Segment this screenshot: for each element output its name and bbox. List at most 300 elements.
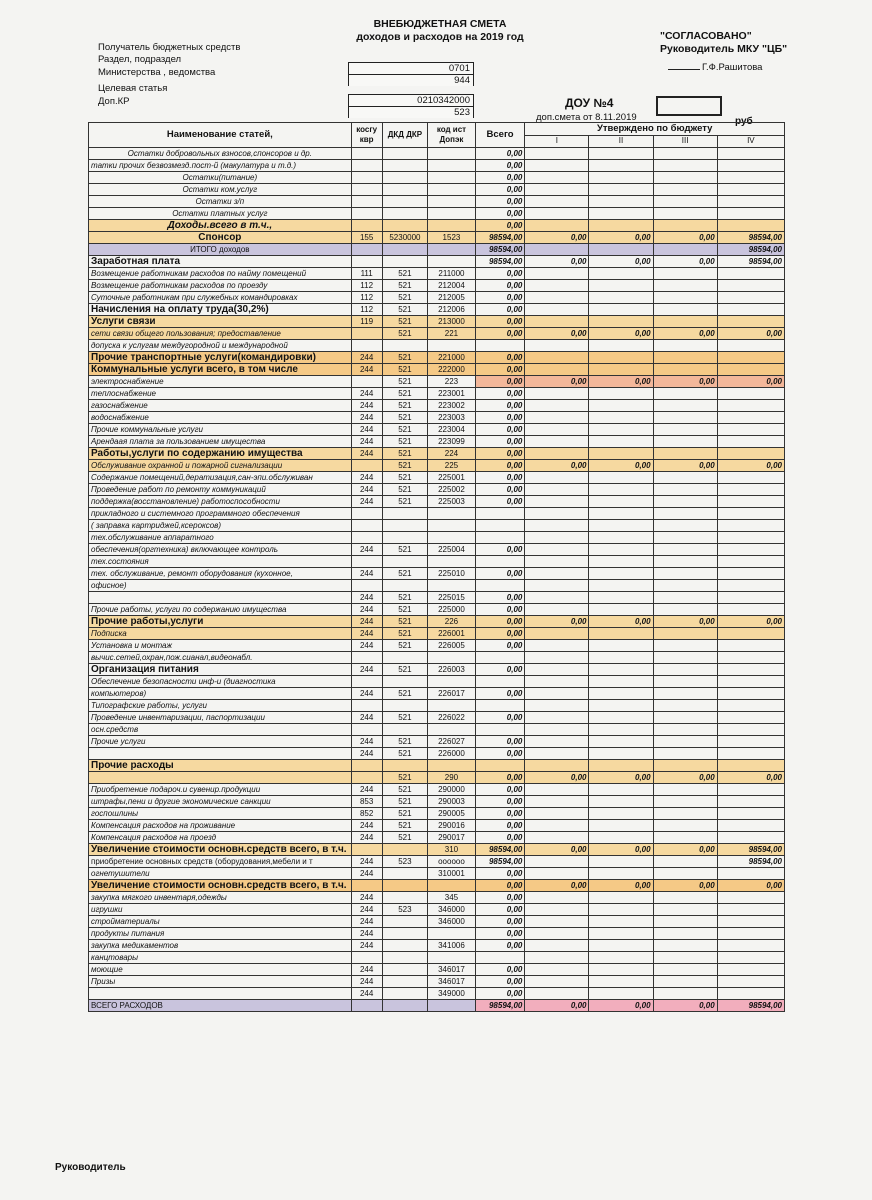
- cell-kosgu: 244: [351, 436, 382, 448]
- cell-kosgu: 244: [351, 736, 382, 748]
- cell-kod: 290000: [428, 784, 476, 796]
- cell-kosgu: 244: [351, 412, 382, 424]
- cell-q4: [717, 160, 784, 172]
- row-name: Увеличение стоимости основн.средств всего, в т.ч.: [89, 844, 352, 856]
- cell-q1: [525, 676, 589, 688]
- cell-q1: [525, 916, 589, 928]
- cell-q1: [525, 748, 589, 760]
- row-name: поддержка(восстановление) работоспособности: [89, 496, 352, 508]
- cell-kosgu: 244: [351, 916, 382, 928]
- cell-total: 0,00: [475, 616, 525, 628]
- cell-kod: 226000: [428, 748, 476, 760]
- cell-q3: [653, 544, 717, 556]
- cell-kosgu: [351, 520, 382, 532]
- cell-q2: [589, 448, 653, 460]
- cell-q4: [717, 712, 784, 724]
- cell-dkd: 521: [382, 280, 428, 292]
- cell-q3: [653, 388, 717, 400]
- cell-q4: 0,00: [717, 460, 784, 472]
- cell-q3: [653, 796, 717, 808]
- cell-total: 0,00: [475, 640, 525, 652]
- cell-kod: 349000: [428, 988, 476, 1000]
- cell-total: 0,00: [475, 940, 525, 952]
- cell-q2: 0,00: [589, 376, 653, 388]
- cell-total: 0,00: [475, 976, 525, 988]
- cell-kod: 341006: [428, 940, 476, 952]
- cell-kosgu: [351, 772, 382, 784]
- row-name: Подписка: [89, 628, 352, 640]
- cell-q2: [589, 352, 653, 364]
- cell-kod: [428, 676, 476, 688]
- cell-total: 0,00: [475, 268, 525, 280]
- cell-dkd: [382, 964, 428, 976]
- cell-kosgu: 244: [351, 664, 382, 676]
- table-row: [89, 604, 785, 616]
- cell-q1: [525, 184, 589, 196]
- table-row: [89, 232, 785, 244]
- row-name: Проведение инвентаризации, паспортизации: [89, 712, 352, 724]
- cell-dkd: [382, 508, 428, 520]
- cell-q1: [525, 628, 589, 640]
- cell-dkd: [382, 172, 428, 184]
- cell-q3: 0,00: [653, 232, 717, 244]
- cell-q1: [525, 340, 589, 352]
- row-name: ИТОГО доходов: [89, 244, 352, 256]
- row-name: продукты питания: [89, 928, 352, 940]
- cell-q1: [525, 868, 589, 880]
- row-name: Прочие услуги: [89, 736, 352, 748]
- cell-kod: [428, 952, 476, 964]
- cell-q1: [525, 688, 589, 700]
- cell-kosgu: [351, 172, 382, 184]
- row-name: Коммунальные услуги всего, в том числе: [89, 364, 352, 376]
- cell-q2: [589, 952, 653, 964]
- cell-kod: 224: [428, 448, 476, 460]
- table-header-row: [89, 123, 785, 136]
- cell-q3: [653, 964, 717, 976]
- row-name: Остатки(питание): [89, 172, 352, 184]
- cell-q2: [589, 676, 653, 688]
- cell-kosgu: 244: [351, 592, 382, 604]
- cell-dkd: [382, 976, 428, 988]
- ministry-label: Министерства , ведомства: [98, 67, 216, 78]
- cell-dkd: [382, 724, 428, 736]
- cell-dkd: 523: [382, 856, 428, 868]
- table-row: [89, 808, 785, 820]
- cell-q2: [589, 436, 653, 448]
- cell-q4: [717, 268, 784, 280]
- table-row: [89, 628, 785, 640]
- cell-q1: [525, 700, 589, 712]
- cell-kod: [428, 508, 476, 520]
- cell-q4: [717, 412, 784, 424]
- cell-total: 0,00: [475, 664, 525, 676]
- cell-q4: 0,00: [717, 616, 784, 628]
- row-name: тех.состояния: [89, 556, 352, 568]
- row-name: Спонсор: [89, 232, 352, 244]
- cell-kosgu: 244: [351, 820, 382, 832]
- cell-total: 0,00: [475, 604, 525, 616]
- cell-q3: [653, 220, 717, 232]
- table-row: [89, 640, 785, 652]
- doc-number: ДОУ №4: [565, 96, 614, 110]
- cell-q4: [717, 532, 784, 544]
- cell-dkd: 521: [382, 664, 428, 676]
- row-name: газоснабжение: [89, 400, 352, 412]
- cell-dkd: 521: [382, 292, 428, 304]
- col-dkd: ДКД ДКР: [382, 123, 428, 148]
- cell-kosgu: [351, 208, 382, 220]
- cell-q1: [525, 544, 589, 556]
- cell-q2: [589, 568, 653, 580]
- cell-kosgu: 244: [351, 712, 382, 724]
- cell-q3: [653, 712, 717, 724]
- cell-dkd: [382, 892, 428, 904]
- cell-q2: [589, 484, 653, 496]
- cell-kod: 290: [428, 772, 476, 784]
- cell-total: [475, 556, 525, 568]
- cell-kosgu: 244: [351, 856, 382, 868]
- cell-q1: [525, 592, 589, 604]
- cell-total: 0,00: [475, 292, 525, 304]
- cell-q4: [717, 832, 784, 844]
- cell-q1: 0,00: [525, 616, 589, 628]
- cell-kod: 223001: [428, 388, 476, 400]
- cell-kosgu: [351, 952, 382, 964]
- cell-kod: [428, 532, 476, 544]
- table-row: [89, 196, 785, 208]
- table-row: [89, 376, 785, 388]
- cell-dkd: 521: [382, 412, 428, 424]
- col-kod: код ист Допэк: [428, 123, 476, 148]
- cell-dkd: 521: [382, 460, 428, 472]
- cell-q4: [717, 172, 784, 184]
- cell-total: 0,00: [475, 628, 525, 640]
- table-row: [89, 184, 785, 196]
- row-name: Арендаая плата за пользованием имущества: [89, 436, 352, 448]
- cell-kod: 226022: [428, 712, 476, 724]
- cell-q3: [653, 484, 717, 496]
- cell-kosgu: 244: [351, 484, 382, 496]
- title-line-2: доходов и расходов на 2019 год: [356, 31, 524, 43]
- cell-total: 0,00: [475, 184, 525, 196]
- cell-total: 0,00: [475, 892, 525, 904]
- table-row: [89, 508, 785, 520]
- cell-q3: [653, 244, 717, 256]
- table-row: [89, 484, 785, 496]
- cell-q4: [717, 940, 784, 952]
- cell-total: 0,00: [475, 196, 525, 208]
- cell-q4: [717, 340, 784, 352]
- row-name: Типографские работы, услуги: [89, 700, 352, 712]
- cell-q3: [653, 904, 717, 916]
- row-name: Обеспечение безопасности инф-и (диагностика: [89, 676, 352, 688]
- row-name: сети связи общего пользования; предоставление: [89, 328, 352, 340]
- cell-q3: [653, 568, 717, 580]
- table-row: [89, 460, 785, 472]
- cell-q2: [589, 796, 653, 808]
- cell-dkd: [382, 208, 428, 220]
- table-row: [89, 892, 785, 904]
- table-row: [89, 532, 785, 544]
- cell-kosgu: 244: [351, 832, 382, 844]
- cell-total: 0,00: [475, 412, 525, 424]
- cell-dkd: 521: [382, 388, 428, 400]
- cell-kod: 346000: [428, 916, 476, 928]
- cell-dkd: 521: [382, 628, 428, 640]
- cell-q2: [589, 940, 653, 952]
- row-name: Возмещение работникам расходов по проезду: [89, 280, 352, 292]
- cell-dkd: 521: [382, 820, 428, 832]
- cell-dkd: 521: [382, 304, 428, 316]
- cell-kod: [428, 520, 476, 532]
- cell-kod: [428, 184, 476, 196]
- cell-kod: 212004: [428, 280, 476, 292]
- row-name: Обслуживание охранной и пожарной сигнализации: [89, 460, 352, 472]
- row-name: тех.обслуживание аппаратного: [89, 532, 352, 544]
- cell-kod: [428, 760, 476, 772]
- table-row: [89, 316, 785, 328]
- approval-name: Г.Ф.Рашитова: [702, 62, 763, 73]
- cell-q4: [717, 220, 784, 232]
- cell-q4: [717, 736, 784, 748]
- table-row: [89, 616, 785, 628]
- cell-total: [475, 508, 525, 520]
- cell-q2: [589, 748, 653, 760]
- cell-q4: [717, 988, 784, 1000]
- cell-q2: [589, 412, 653, 424]
- row-name: вычис.сетей,охран,пож.сианал,видеонабл.: [89, 652, 352, 664]
- cell-kosgu: [351, 256, 382, 268]
- row-name: канцтовары: [89, 952, 352, 964]
- cell-dkd: [382, 952, 428, 964]
- table-row: [89, 496, 785, 508]
- cell-dkd: 521: [382, 316, 428, 328]
- row-name: татки прочих безвозмезд.пост-й (макулатура и т.д.): [89, 160, 352, 172]
- cell-kosgu: 244: [351, 688, 382, 700]
- cell-q2: [589, 496, 653, 508]
- cell-total: [475, 652, 525, 664]
- cell-kod: [428, 172, 476, 184]
- cell-q1: [525, 160, 589, 172]
- cell-q1: [525, 496, 589, 508]
- cell-kod: 345: [428, 892, 476, 904]
- cell-q3: [653, 640, 717, 652]
- cell-q4: [717, 448, 784, 460]
- row-name: Содержание помещений,дератизация,сан-эпи.обслуживан: [89, 472, 352, 484]
- cell-kosgu: [351, 724, 382, 736]
- cell-q2: [589, 508, 653, 520]
- table-row: [89, 904, 785, 916]
- cell-q3: [653, 736, 717, 748]
- cell-q4: [717, 760, 784, 772]
- row-name: госпошлины: [89, 808, 352, 820]
- cell-dkd: [382, 580, 428, 592]
- cell-kosgu: 244: [351, 976, 382, 988]
- cell-total: 0,00: [475, 688, 525, 700]
- cell-kosgu: 244: [351, 352, 382, 364]
- cell-kod: 221000: [428, 352, 476, 364]
- code-ministry: 944: [348, 74, 474, 86]
- cell-q3: [653, 976, 717, 988]
- cell-total: 0,00: [475, 352, 525, 364]
- cell-kosgu: [351, 340, 382, 352]
- cell-total: 0,00: [475, 808, 525, 820]
- cell-kosgu: 112: [351, 280, 382, 292]
- footer-head: Руководитель: [55, 1162, 126, 1173]
- cell-q4: [717, 628, 784, 640]
- cell-kod: 225000: [428, 604, 476, 616]
- table-row: [89, 976, 785, 988]
- cell-q4: [717, 928, 784, 940]
- cell-kod: [428, 256, 476, 268]
- cell-q1: 0,00: [525, 1000, 589, 1012]
- cell-q3: [653, 196, 717, 208]
- cell-dkd: 521: [382, 352, 428, 364]
- col-kosgu: косгу квр: [351, 123, 382, 148]
- cell-dkd: 521: [382, 364, 428, 376]
- cell-total: 0,00: [475, 568, 525, 580]
- cell-kod: 226017: [428, 688, 476, 700]
- table-row: [89, 652, 785, 664]
- row-name: игрушки: [89, 904, 352, 916]
- cell-q4: [717, 424, 784, 436]
- cell-q1: [525, 304, 589, 316]
- cell-dkd: 521: [382, 268, 428, 280]
- cell-q3: [653, 916, 717, 928]
- cell-kosgu: 244: [351, 616, 382, 628]
- cell-kod: 223: [428, 376, 476, 388]
- cell-total: 0,00: [475, 328, 525, 340]
- cell-kosgu: 244: [351, 364, 382, 376]
- cell-total: 98594,00: [475, 244, 525, 256]
- cell-q3: [653, 592, 717, 604]
- table-row: [89, 304, 785, 316]
- row-name: Установка и монтаж: [89, 640, 352, 652]
- cell-kod: [428, 880, 476, 892]
- cell-dkd: 521: [382, 784, 428, 796]
- cell-kod: 225015: [428, 592, 476, 604]
- row-name: Заработная плата: [89, 256, 352, 268]
- cell-q4: [717, 904, 784, 916]
- cell-kod: 290003: [428, 796, 476, 808]
- table-row: [89, 556, 785, 568]
- cell-q3: 0,00: [653, 880, 717, 892]
- cell-q4: [717, 664, 784, 676]
- cell-kosgu: 244: [351, 448, 382, 460]
- cell-kod: 211000: [428, 268, 476, 280]
- cell-q3: [653, 688, 717, 700]
- cell-dkd: 521: [382, 448, 428, 460]
- table-row: [89, 748, 785, 760]
- cell-q3: [653, 652, 717, 664]
- cell-q2: [589, 700, 653, 712]
- cell-total: [475, 700, 525, 712]
- cell-kod: [428, 148, 476, 160]
- cell-q1: 0,00: [525, 844, 589, 856]
- cell-q3: [653, 724, 717, 736]
- cell-q1: [525, 724, 589, 736]
- cell-kosgu: [351, 184, 382, 196]
- cell-q3: [653, 532, 717, 544]
- cell-total: 0,00: [475, 544, 525, 556]
- cell-q4: [717, 364, 784, 376]
- cell-q1: [525, 364, 589, 376]
- row-name: Остатки з/п: [89, 196, 352, 208]
- cell-q2: [589, 604, 653, 616]
- cell-kosgu: 112: [351, 304, 382, 316]
- cell-q1: [525, 604, 589, 616]
- cell-q4: [717, 892, 784, 904]
- row-name: Прочие работы, услуги по содержанию имущества: [89, 604, 352, 616]
- col-q3: III: [653, 135, 717, 148]
- cell-total: 0,00: [475, 148, 525, 160]
- cell-q2: [589, 760, 653, 772]
- cell-q1: [525, 652, 589, 664]
- cell-total: [475, 724, 525, 736]
- cell-q1: [525, 664, 589, 676]
- cell-q2: [589, 628, 653, 640]
- cell-q2: 0,00: [589, 1000, 653, 1012]
- cell-q1: [525, 388, 589, 400]
- cell-q1: [525, 220, 589, 232]
- col-q2: II: [589, 135, 653, 148]
- cell-q3: [653, 820, 717, 832]
- cell-kosgu: 244: [351, 604, 382, 616]
- cell-total: [475, 520, 525, 532]
- cell-dkd: 521: [382, 616, 428, 628]
- cell-q2: [589, 268, 653, 280]
- cell-q2: [589, 976, 653, 988]
- cell-q2: 0,00: [589, 772, 653, 784]
- cell-dkd: [382, 220, 428, 232]
- cell-dkd: [382, 340, 428, 352]
- cell-q3: 0,00: [653, 616, 717, 628]
- cell-dkd: [382, 556, 428, 568]
- cell-total: 0,00: [475, 220, 525, 232]
- cell-q1: [525, 640, 589, 652]
- cell-total: 0,00: [475, 424, 525, 436]
- cell-q1: 0,00: [525, 256, 589, 268]
- cell-dkd: [382, 520, 428, 532]
- cell-q2: 0,00: [589, 844, 653, 856]
- cell-q1: [525, 796, 589, 808]
- cell-q3: [653, 784, 717, 796]
- row-name: Доходы.всего в т.ч.,: [89, 220, 352, 232]
- cell-total: 0,00: [475, 820, 525, 832]
- cell-q2: [589, 784, 653, 796]
- cell-kod: 225001: [428, 472, 476, 484]
- row-name: закупка медикаментов: [89, 940, 352, 952]
- cell-kod: 346017: [428, 964, 476, 976]
- cell-q4: [717, 280, 784, 292]
- cell-q1: 0,00: [525, 880, 589, 892]
- cell-q3: [653, 280, 717, 292]
- cell-q1: [525, 400, 589, 412]
- cell-q3: [653, 208, 717, 220]
- table-row: [89, 760, 785, 772]
- cell-dkd: 521: [382, 736, 428, 748]
- cell-q4: [717, 916, 784, 928]
- cell-q3: [653, 340, 717, 352]
- cell-q1: [525, 820, 589, 832]
- cell-q2: [589, 316, 653, 328]
- cell-q1: [525, 988, 589, 1000]
- cell-q1: [525, 532, 589, 544]
- row-name: тех. обслуживание, ремонт оборудования (кухонное,: [89, 568, 352, 580]
- cell-kosgu: 244: [351, 928, 382, 940]
- cell-kod: 212006: [428, 304, 476, 316]
